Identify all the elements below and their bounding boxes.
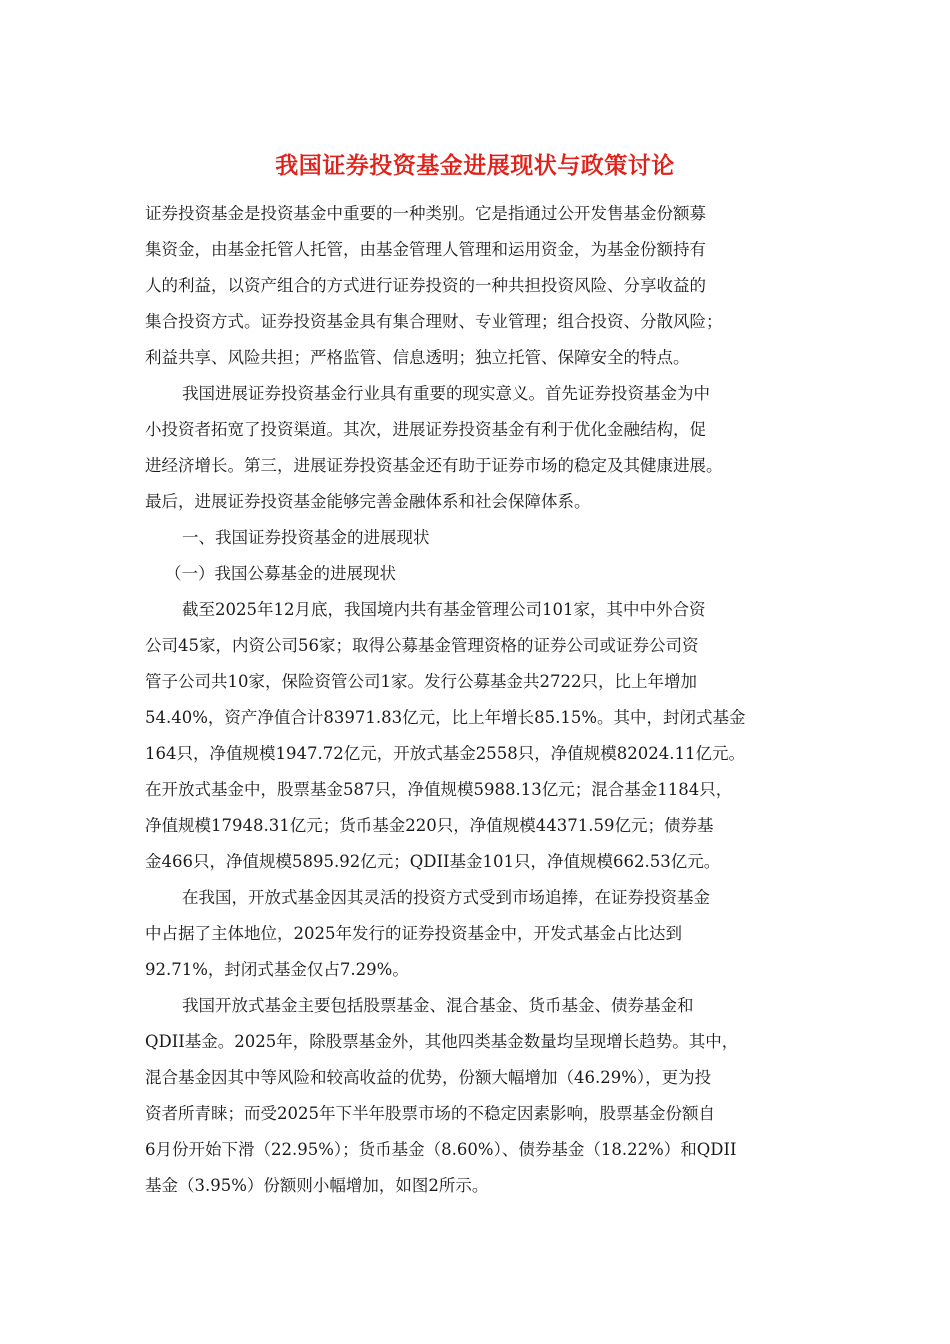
text-line: 在开放式基金中，股票基金587只，净值规模5988.13亿元；混合基金1184只， [145,780,733,799]
text-line: 公司45家，内资公司56家；取得公募基金管理资格的证券公司或证券公司资 [145,636,699,655]
text-line: 进经济增长。第三，进展证券投资基金还有助于证券市场的稳定及其健康进展。 [145,456,723,475]
text-line: 截至2025年12月底，我国境内共有基金管理公司101家，其中中外合资 [182,600,706,619]
text-line: QDII基金。2025年，除股票基金外，其他四类基金数量均呈现增长趋势。其中， [145,1032,739,1051]
text-line: 利益共享、风险共担；严格监管、信息透明；独立托管、保障安全的特点。 [145,348,690,367]
text-line: 净值规模17948.31亿元；货币基金220只，净值规模44371.59亿元；债券基 [145,816,714,835]
text-line: 我国开放式基金主要包括股票基金、混合基金、货币基金、债券基金和 [182,996,694,1015]
text-line: 基金（3.95%）份额则小幅增加，如图2所示。 [145,1176,489,1195]
text-line: 集资金，由基金托管人托管，由基金管理人管理和运用资金，为基金份额持有 [145,240,706,259]
text-line: 最后，进展证券投资基金能够完善金融体系和社会保障体系。 [145,492,591,511]
text-line: 资者所青睐；而受2025年下半年股票市场的不稳定因素影响，股票基金份额自 [145,1104,715,1123]
text-line: 证券投资基金是投资基金中重要的一种类别。它是指通过公开发售基金份额募 [145,204,706,223]
text-line: 164只，净值规模1947.72亿元，开放式基金2558只，净值规模82024.11亿元。 [145,744,745,763]
text-line: 管子公司共10家，保险资管公司1家。发行公募基金共2722只，比上年增加 [145,672,697,691]
text-line: 金466只，净值规模5895.92亿元；QDII基金101只，净值规模662.53亿元。 [145,852,721,871]
text-line: （一）我国公募基金的进展现状 [165,564,396,583]
text-line: 人的利益，以资产组合的方式进行证券投资的一种共担投资风险、分享收益的 [145,276,706,295]
text-line: 6月份开始下滑（22.95%）；货币基金（8.60%）、债券基金（18.22%）和QDII [145,1140,737,1159]
text-line: 一、我国证券投资基金的进展现状 [182,528,430,547]
text-line: 混合基金因其中等风险和较高收益的优势，份额大幅增加（46.29%），更为投 [145,1068,712,1087]
text-line: 92.71%，封闭式基金仅占7.29%。 [145,960,409,979]
text-line: 中占据了主体地位，2025年发行的证券投资基金中，开发式基金占比达到 [145,924,682,943]
text-line: 54.40%，资产净值合计83971.83亿元，比上年增长85.15%。其中，封闭式基金 [145,708,746,727]
document-title: 我国证券投资基金进展现状与政策讨论 [275,152,675,179]
text-line: 我国进展证券投资基金行业具有重要的现实意义。首先证券投资基金为中 [182,384,710,403]
document-body [145,196,813,1204]
text-line: 集合投资方式。证券投资基金具有集合理财、专业管理；组合投资、分散风险； [145,312,723,331]
text-line: 小投资者拓宽了投资渠道。其次，进展证券投资基金有利于优化金融结构，促 [145,420,706,439]
text-line: 在我国，开放式基金因其灵活的投资方式受到市场追捧，在证券投资基金 [182,888,710,907]
